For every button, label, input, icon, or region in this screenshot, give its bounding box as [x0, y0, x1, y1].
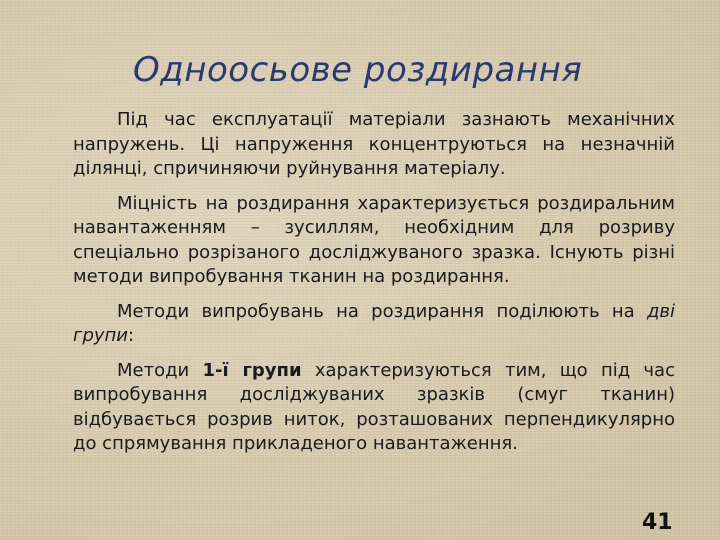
paragraph-intro: Під час експлуатації матеріали зазнають механічних напружень. Ці напруження концентруються на незначній ділянці, спричиняючи руйнування матеріалу. [73, 109, 675, 179]
first-group-lead: Методи [117, 359, 203, 381]
first-group-bold: 1-ї групи [202, 359, 302, 381]
groups-colon: : [128, 325, 135, 346]
groups-emphasis: дві групи [73, 300, 675, 346]
first-group-text: характеризуються тим, що під час випробування досліджуваних зразків (смуг тканин) відбувається розрив ниток, розташованих перпендикулярно до спрямування прикладеного навантаження. [73, 359, 675, 454]
paragraph-strength: Міцність на роздирання характеризується роздиральним навантаженням – зусиллям, необхідним для розриву спеціально розрізаного досліджуваного зразка. Існують різні методи випробування тканин на роздирання. [73, 192, 675, 287]
groups-text: Методи випробувань на роздирання поділюють на [117, 300, 647, 322]
paragraph-groups [73, 300, 675, 349]
page-number: 41 [642, 510, 673, 535]
slide-title: Одноосьове роздирання [133, 50, 583, 90]
paragraph-first-group [73, 359, 675, 457]
slide-body [73, 108, 675, 467]
